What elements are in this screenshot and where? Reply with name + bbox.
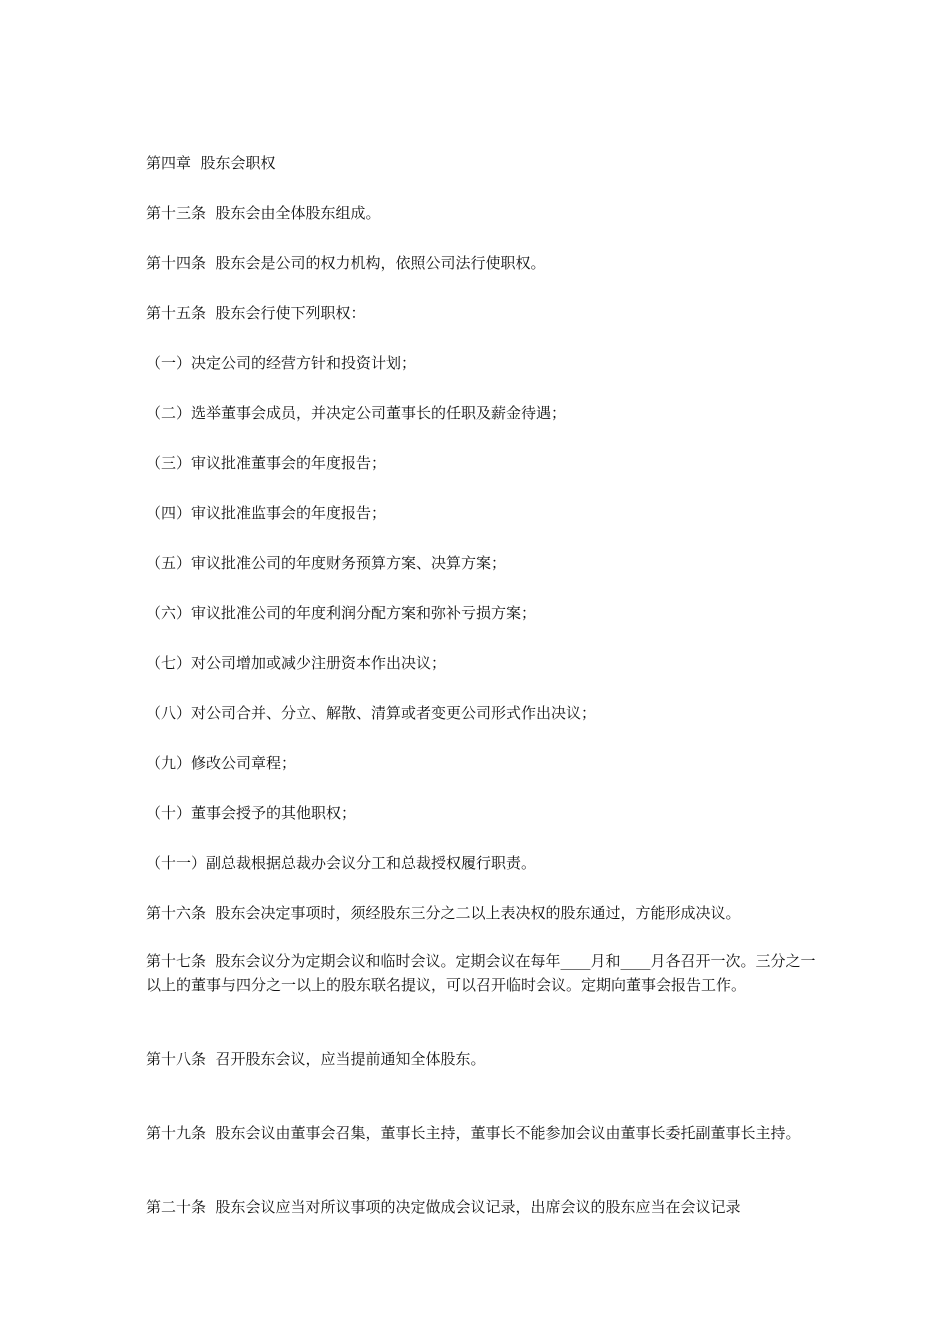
item-2: （二）选举董事会成员，并决定公司董事长的任职及薪金待遇； bbox=[146, 404, 567, 422]
article-17: 第十七条 股东会议分为定期会议和临时会议。定期会议在每年____月和____月各召开一次。三分之一以上的董事与四分之一以上的股东联名提议，可以召开临时会议。定期向董事会报告工作。 bbox=[146, 952, 816, 994]
article-20: 第二十条 股东会议应当对所议事项的决定做成会议记录，出席会议的股东应当在会议记录 bbox=[146, 1198, 741, 1216]
article-14: 第十四条 股东会是公司的权力机构，依照公司法行使职权。 bbox=[146, 254, 546, 272]
item-1: （一）决定公司的经营方针和投资计划； bbox=[146, 354, 417, 372]
article-16: 第十六条 股东会决定事项时，须经股东三分之二以上表决权的股东通过，方能形成决议。 bbox=[146, 904, 741, 922]
article-18: 第十八条 召开股东会议，应当提前通知全体股东。 bbox=[146, 1050, 486, 1068]
item-4: （四）审议批准监事会的年度报告； bbox=[146, 504, 387, 522]
article-13: 第十三条 股东会由全体股东组成。 bbox=[146, 204, 381, 222]
item-11: （十一）副总裁根据总裁办会议分工和总裁授权履行职责。 bbox=[146, 854, 537, 872]
item-10: （十）董事会授予的其他职权； bbox=[146, 804, 357, 822]
item-8: （八）对公司合并、分立、解散、清算或者变更公司形式作出决议； bbox=[146, 704, 597, 722]
item-5: （五）审议批准公司的年度财务预算方案、决算方案； bbox=[146, 554, 507, 572]
item-7: （七）对公司增加或减少注册资本作出决议； bbox=[146, 654, 447, 672]
item-6: （六）审议批准公司的年度利润分配方案和弥补亏损方案； bbox=[146, 604, 537, 622]
chapter-heading: 第四章 股东会职权 bbox=[146, 154, 276, 172]
article-19: 第十九条 股东会议由董事会召集，董事长主持，董事长不能参加会议由董事长委托副董事长主持。 bbox=[146, 1124, 801, 1142]
item-9: （九）修改公司章程； bbox=[146, 754, 297, 772]
item-3: （三）审议批准董事会的年度报告； bbox=[146, 454, 387, 472]
article-15: 第十五条 股东会行使下列职权： bbox=[146, 304, 366, 322]
